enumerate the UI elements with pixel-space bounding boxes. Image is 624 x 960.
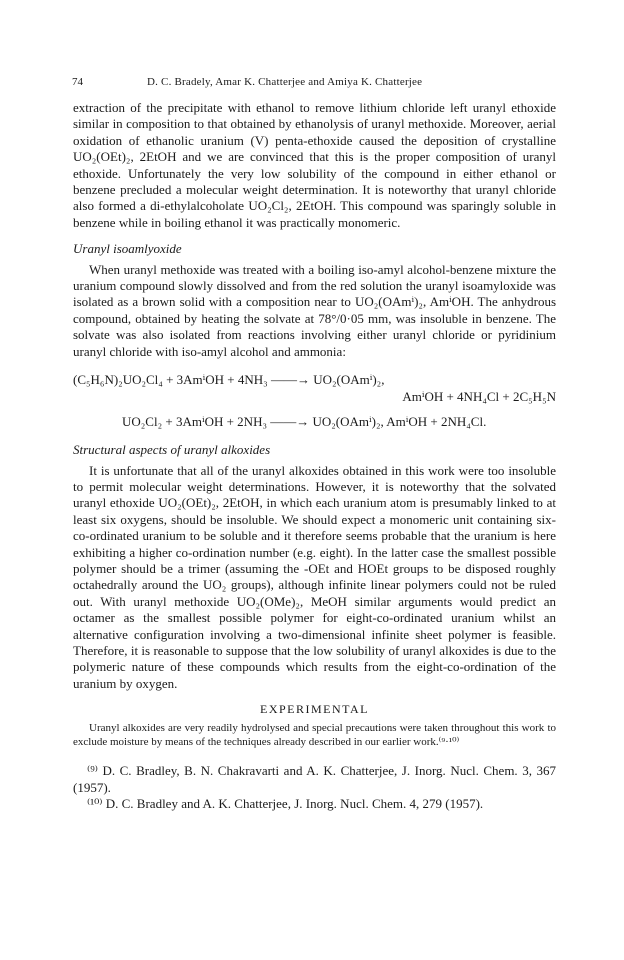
- equation-1-line-1: (C₅H₆N)₂UO₂Cl₄ + 3AmⁱOH + 4NH₃ ——→ UO₂(OAmⁱ)₂,: [73, 372, 385, 388]
- reference-10: ⁽¹⁰⁾ D. C. Bradley and A. K. Chatterjee, J. Inorg. Nucl. Chem. 4, 279 (1957).: [87, 796, 484, 811]
- page-number: 74: [72, 76, 83, 88]
- paragraph-experimental: Uranyl alkoxides are very readily hydrolysed and special precautions were taken throughout this work to exclude moisture by means of the techniques already described in our earlier work.⁽⁹·¹⁰⁾: [73, 722, 556, 749]
- equation-1: [73, 372, 556, 406]
- equation-1-line-2: AmⁱOH + 4NH₄Cl + 2C₅H₅N: [402, 389, 556, 405]
- page-header: [72, 76, 552, 92]
- equation-2-line: UO₂Cl₂ + 3AmⁱOH + 2NH₃ ——→ UO₂(OAmⁱ)₂, AmⁱOH + 2NH₄Cl.: [122, 414, 487, 430]
- reference-9: ⁽⁹⁾ D. C. Bradley, B. N. Chakravarti and A. K. Chatterjee, J. Inorg. Nucl. Chem. 3, 367 (1957).: [73, 763, 556, 795]
- section-heading-isoamyloxide: Uranyl isoamlyoxide: [73, 241, 182, 257]
- equation-2: [73, 414, 556, 432]
- experimental-heading: EXPERIMENTAL: [259, 702, 370, 717]
- paragraph-uranyl-ethoxide: extraction of the precipitate with ethanol to remove lithium chloride left uranyl ethoxide similar in composition to that obtained by ethanolysis of uranyl methoxide. Moreover, aerial oxidation of ethanolic uranium (V) penta-ethoxide caused the deposition of crystalline UO₂(OEt)₂, 2EtOH and we are convinced that this is the proper composition of uranyl ethoxide. Unfortunately the very low solubility of the compound in either ethanol or benzene precluded a molecular weight determination. It is noteworthy that uranyl chloride also formed a di-ethylalcoholate UO₂Cl₂, 2EtOH. This compound was sparingly soluble in benzene while in boiling ethanol it was practically monomeric.: [73, 100, 556, 230]
- paragraph-structural-aspects: It is unfortunate that all of the uranyl alkoxides obtained in this work were too insoluble to permit molecular weight determinations. However, it is noteworthy that the solvated uranyl ethoxide UO₂(OEt)₂, 2EtOH, in which each uranium atom is presumably linked to at least six oxygens, should be insoluble. We should expect a monomeric unit containing six-co-ordinated uranium to be soluble and it therefore seems probable that the uranium is here exhibiting a higher co-ordination number (e.g. eight). In the latter case the smallest possible polymer should be a trimer (assuming the -OEt and HOEt groups to be disposed roughly octahedrally around the UO₂ groups), although infinite linear polymers could not be ruled out. With uranyl methoxide UO₂(OMe)₂, MeOH similar arguments would predict an octamer as the smallest possible polymer for eight-co-ordinated uranium whilst an alternative configuration involving a two-dimensional infinite sheet polymer is feasible. Therefore, it is reasonable to suppose that the low solubility of uranyl alkoxides is due to the polymeric nature of these compounds which results from the eight-co-ordination of the uranium by oxygen.: [73, 462, 556, 691]
- running-head: D. C. Bradely, Amar K. Chatterjee and Amiya K. Chatterjee: [147, 76, 423, 88]
- paragraph-isoamyloxide: When uranyl methoxide was treated with a boiling iso-amyl alcohol-benzene mixture the uranium compound slowly dissolved and from the red solution the uranyl isoamyloxide was isolated as a brown solid with a composition near to UO₂(OAmⁱ)₂, AmⁱOH. The anhydrous compound, obtained by heating the solvate at 78°/0·05 mm, was insoluble in benzene. The solvate was also isolated from reactions involving either uranyl chloride or pyridinium uranyl chloride with iso-amyl alcohol and ammonia:: [73, 261, 556, 359]
- article-body: [73, 100, 556, 812]
- section-heading-structural-aspects: Structural aspects of uranyl alkoxides: [73, 442, 271, 458]
- references: [73, 763, 556, 812]
